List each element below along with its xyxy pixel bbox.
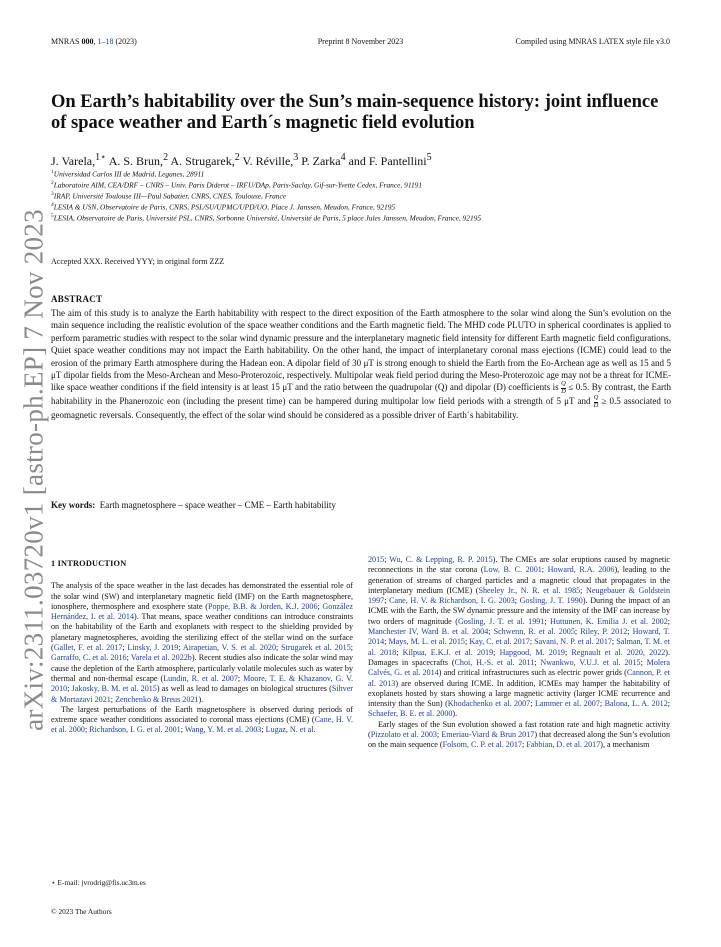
citation-link[interactable]: Kay, C. et al. 2017 — [469, 637, 530, 647]
citation-link[interactable]: Riley, P. 2012 — [580, 627, 628, 637]
citation-link[interactable]: Linsky, J. 2019 — [127, 643, 179, 653]
email-footnote-link[interactable]: ⋆ — [100, 152, 107, 163]
column-left — [51, 555, 353, 736]
affiliations — [51, 168, 671, 223]
citation-link[interactable]: Schwenn, R. et al. 2005 — [493, 627, 575, 637]
arxiv-stamp: arXiv:2311.03720v1 [astro-ph.EP] 7 Nov 2023 — [18, 209, 49, 731]
citation-link[interactable]: Nwankwo, V.U.J. et al. 2015 — [540, 657, 641, 667]
affiliation-line — [51, 201, 671, 212]
citation-link[interactable]: Choi, H.-S. et al. 2011 — [454, 657, 535, 667]
citation-link[interactable]: Emeriau-Viard & Brun 2017 — [441, 730, 535, 740]
citation-link[interactable]: Kilpua, E.K.J. et al. 2019 — [402, 647, 494, 657]
abstract-part-1: The aim of this study is to analyze the Earth habitability with respect to the direct exposition of the Earth atmosphere to the solar wind along the Sun’s evolution on the main sequence including the realistic evolution of the space weather conditions and the Earth magnetic field. The MHD code PLUTO in spherical coordinates is applied to perform parametric studies with respect to the solar wind dynamic pressure and the interplanetary magnetic field intensity for different Earth magnetic field configurations. Quiet space weather conditions may not impact the Earth habitability. On the other hand, the impact of interplanetary coronal mass ejections (ICME) could lead to the erosion of the primary Earth atmosphere during the Hadean eon. A dipolar field of 30 μT is strong enough to shield the Earth from the Eo-Archean age as well as 15 and 5 μT dipolar fields from the Meso-Archean and Meso-Proterozoic, respectively. Multipolar weak field period during the Meso-Proterozoic age may not be a threat for ICME-like space weather conditions if the field intensity is at least 15 μT and the ratio between the quadrupolar (Q) and dipolar (D) coefficients is — [51, 308, 671, 393]
keywords-label: Key words: — [51, 500, 96, 510]
citation-link[interactable]: Jakosky, B. M. et al. 2015 — [71, 684, 157, 694]
citation-link[interactable]: Poppe, B.B. & Jorden, K.J. 2006 — [207, 601, 318, 611]
journal-volume: 000 — [81, 37, 94, 46]
affiliation-line — [51, 168, 671, 179]
citation-link[interactable]: Pizzolato et al. 2003 — [370, 730, 437, 740]
citation-link[interactable]: Regnault et al. 2020, 2022 — [571, 647, 666, 657]
citation-link[interactable]: Airapetian, V. S. et al. 2020 — [182, 643, 277, 653]
affiliation-text: LESIA, Observatoire de Paris, Université PSL, CNRS, Sorbonne Université, Université de Paris, 5 place Jules Janssen, Meudon, France, 92195 — [53, 213, 482, 223]
affiliation-text: Universidad Carlos III de Madrid, Leganes, 28911 — [53, 169, 205, 179]
citation-link[interactable]: Manchester IV, Ward B. et al. 2004 — [368, 627, 489, 637]
affiliation-text: Laboratoire AIM, CEA/DRF – CNRS – Univ. Paris Diderot – IRFU/DAp, Paris-Saclay, Gif-sur-Yvette Cedex, France, 91191 — [53, 180, 423, 190]
keywords — [51, 500, 671, 510]
citation-link[interactable]: Garraffo, C. et al. 2016 — [51, 653, 127, 663]
citation-link[interactable]: Moore, T. E. & Khazanov, G. V. 2010 — [51, 673, 353, 694]
section-heading-introduction: 1 INTRODUCTION — [51, 559, 127, 568]
citation-link[interactable]: Sheeley Jr., N. R. et al. 1985 — [478, 585, 581, 595]
affiliation-number: 5 — [51, 213, 54, 220]
citation-link[interactable]: Gosling, J. T. et al. 1991 — [457, 616, 545, 626]
affiliation-line — [51, 190, 671, 201]
copyright-line: © 2023 The Authors — [51, 907, 112, 916]
frac-numerator: Q — [561, 380, 566, 388]
citation-link[interactable]: Sihver & Mortazavi 2021 — [51, 684, 353, 704]
citation-link[interactable]: Low, B. C. 2001 — [483, 565, 542, 575]
affiliation-number: 1 — [51, 169, 54, 175]
citation-link[interactable]: Gallet, F. et al. 2017 — [53, 643, 123, 653]
affiliation-text: IRAP, Université Toulouse III—Paul Sabatier, CNRS, CNES, Toulouse, France — [53, 191, 287, 201]
citation-link[interactable]: Varela et al. 2022b — [130, 653, 192, 663]
citation-link[interactable]: Lundin, R. et al. 2007 — [163, 673, 238, 683]
accepted-line: Accepted XXX. Received YYY; in original form ZZZ — [51, 257, 225, 266]
affiliation-line — [51, 179, 671, 190]
citation-link[interactable]: Mays, M. L. et al. 2015 — [388, 637, 465, 647]
citation-link[interactable]: Lammer et al. 2007 — [534, 699, 600, 709]
citation-link[interactable]: Balona, L. A. 2012 — [604, 699, 668, 709]
column-right — [368, 555, 670, 751]
journal-year: (2023) — [115, 37, 137, 46]
q-over-d-fraction — [594, 395, 599, 409]
intro-paragraph: 2015; Wu, C. & Lepping, R. P. 2015). The CMEs are solar eruptions caused by magnetic reconnections in the star corona (Low, B. C. 2001; Howard, R.A. 2006), leading to the generation of streams of charged particles and a magnetic cloud that propagates in the interplanetary medium (ICME) (Sheeley Jr., N. R. et al. 1985; Neugebauer & Goldstein 1997; Cane, H. V. & Richardson, I. G. 2003; Gosling, J. T. 1990). During the impact of an ICME with the Earth, the SW dynamic pressure and the intensity of the IMF can increase by two orders of magnitude (Gosling, J. T. et al. 1991; Huttunen, K. Emilia J. et al. 2002; Manchester IV, Ward B. et al. 2004; Schwenn, R. et al. 2005; Riley, P. 2012; Howard, T. 2014; Mays, M. L. et al. 2015; Kay, C. et al. 2017; Savani, N. P. et al. 2017; Salman, T. M. et al. 2018; Kilpua, E.K.J. et al. 2019; Hapgood, M. 2019; Regnault et al. 2020, 2022). Damages in spacecrafts (Choi, H.-S. et al. 2011; Nwankwo, V.U.J. et al. 2015; Molera Calvés, G. et al. 2014) and critical infrastructures such as electric power grids (Cannon, P. et al. 2013) are observed during ICME. In addition, ICMEs may hamper the habitability of exoplanets hosted by stars showing a large magnetic activity (larger ICME recurrence and intensity than the Sun) (Khodachenko et al. 2007; Lammer et al. 2007; Balona, L. A. 2012; Schaefer, B. E. et al. 2000). — [368, 555, 671, 719]
citation-link[interactable]: Howard, T. 2014 — [368, 627, 670, 647]
citation-link[interactable]: Gosling, J. T. 1990 — [519, 596, 583, 606]
affiliation-number: 2 — [51, 180, 54, 187]
citation-link[interactable]: Molera Calvés, G. et al. 2014 — [368, 657, 671, 678]
journal-name: MNRAS — [51, 37, 80, 46]
citation-link[interactable]: González Hernández, I. et al. 2014 — [51, 601, 353, 622]
affiliation-number: 4 — [51, 202, 54, 209]
email-footnote: ⋆ E-mail: jvrodrig@fis.uc3m.es — [51, 878, 146, 887]
citation-link[interactable]: Salman, T. M. et al. 2018 — [368, 637, 671, 657]
citation-link[interactable]: Howard, R.A. 2006 — [547, 565, 615, 575]
citation-link[interactable]: Fabbian, D. et al. 2017 — [526, 740, 601, 750]
preprint-date: Preprint 8 November 2023 — [317, 37, 404, 46]
citation-link[interactable]: Zenchenko & Breus 2021 — [115, 694, 199, 704]
compiled-note: Compiled using MNRAS LATEX style file v3.0 — [515, 37, 670, 46]
frac-denominator: D — [593, 401, 599, 409]
paper-title: On Earth’s habitability over the Sun’s main-sequence history: joint influence of space weather and Earth´s magnetic field evolution — [51, 92, 659, 133]
affiliation-line — [51, 212, 671, 223]
citation-link[interactable]: Wang, Y. M. et al. 2003 — [184, 725, 262, 735]
frac-numerator: Q — [593, 394, 599, 402]
citation-link[interactable]: Lugaz, N. et al. — [265, 725, 316, 735]
citation-link[interactable]: Khodachenko et al. 2007 — [447, 699, 531, 709]
intro-paragraph: The analysis of the space weather in the last decades has demonstrated the essential role of the solar wind (SW) and interplanetary magnetic field (IMF) on the Earth magnetosphere, ionosphere, thermosphere and exosphere state (Poppe, B.B. & Jorden, K.J. 2006; González Hernández, I. et al. 2014). That means, space weather conditions can introduce constraints on the habitability of the Earth and exoplanets with respect to the shielding provided by planetary magnetospheres, avoiding the sterilizing effect of the stellar wind on the surface (Gallet, F. et al. 2017; Linsky, J. 2019; Airapetian, V. S. et al. 2020; Strugarek et al. 2015; Garraffo, C. et al. 2016; Varela et al. 2022b). Recent studies also indicate the solar wind may cause the depletion of the Earth atmosphere, particularly volatile molecules such as water by thermal and non-thermal escape (Lundin, R. et al. 2007; Moore, T. E. & Khazanov, G. V. 2010; Jakosky, B. M. et al. 2015) as well as lead to damages on biological structures (Sihver & Mortazavi 2021; Zenchenko & Breus 2021). — [51, 581, 353, 704]
intro-paragraph: Early stages of the Sun evolution showed a fast rotation rate and high magnetic activity (Pizzolato et al. 2003; Emeriau-Viard & Brun 2017) that decreased along the Sun’s evolution on the main sequence (Folsom, C. P. et al. 2017; Fabbian, D. et al. 2017), a mechanism — [368, 719, 670, 750]
citation-link[interactable]: Strugarek et al. 2015 — [281, 643, 351, 653]
abstract-part-3: ≥ 0.5 associated to geomagnetic reversals. Consequently, the effect of the solar wind should be considered as a possible driver of Earth´s habitability. — [51, 396, 672, 421]
citation-link[interactable]: Wu, C. & Lepping, R. P. 2015 — [389, 555, 493, 564]
citation-link[interactable]: Neugebauer & Goldstein 1997 — [368, 585, 671, 606]
author-list: J. Varela,$^{1⋆}$ A. S. Brun,$^2$ A. Strugarek,$^2$ V. Réville,$^3$ P. Zarka$^4$ and F. Pantellini$^5$ — [51, 152, 432, 168]
citation-link[interactable]: Cane, H. V. & Richardson, I. G. 2003 — [389, 596, 515, 606]
citation-link[interactable]: 2015 — [368, 555, 385, 564]
citation-link[interactable]: Huttunen, K. Emilia J. et al. 2002 — [550, 616, 668, 626]
citation-link[interactable]: Hapgood, M. 2019 — [499, 647, 565, 657]
affiliation-text: LESIA & USN, Observatoire de Paris, CNRS, PSL/SU/UPMC/UPD/UO, Place J. Janssen, Meudon, France, 92195 — [53, 202, 396, 212]
citation-link[interactable]: Savani, N. P. et al. 2017 — [534, 637, 612, 647]
page-range-link[interactable]: 1–18 — [97, 37, 114, 46]
frac-denominator: D — [561, 387, 566, 395]
citation-link[interactable]: Schaefer, B. E. et al. 2000 — [368, 709, 453, 719]
keywords-text: Earth magnetosphere – space weather – CME – Earth habitability — [99, 500, 336, 510]
citation-link[interactable]: Folsom, C. P. et al. 2017 — [442, 740, 522, 750]
affiliation-number: 3 — [51, 191, 54, 198]
abstract-text — [51, 307, 671, 422]
citation-link[interactable]: Cannon, P. et al. 2013 — [368, 668, 670, 688]
intro-paragraph: The largest perturbations of the Earth magnetosphere is observed during periods of extreme space weather conditions associated to coronal mass ejections (CME) (Cane, H. V. et al. 2000; Richardson, I. G. et al. 2001; Wang, Y. M. et al. 2003; Lugaz, N. et al. — [51, 704, 353, 735]
q-over-d-fraction — [561, 381, 566, 395]
abstract-part-2: ≤ 0.5. By contrast, the Earth habitability in the Phanerozoic eon (including the present time) can be hampered during multipolar low field periods with a strength of 5 μT and — [51, 382, 672, 407]
citation-link[interactable]: Richardson, I. G. et al. 2001 — [89, 725, 181, 735]
citation-link[interactable]: Cane, H. V. et al. 2000 — [51, 715, 353, 735]
running-header-journal: MNRAS 000, 1–18 (2023) — [51, 37, 137, 46]
abstract-heading: ABSTRACT — [51, 294, 103, 304]
